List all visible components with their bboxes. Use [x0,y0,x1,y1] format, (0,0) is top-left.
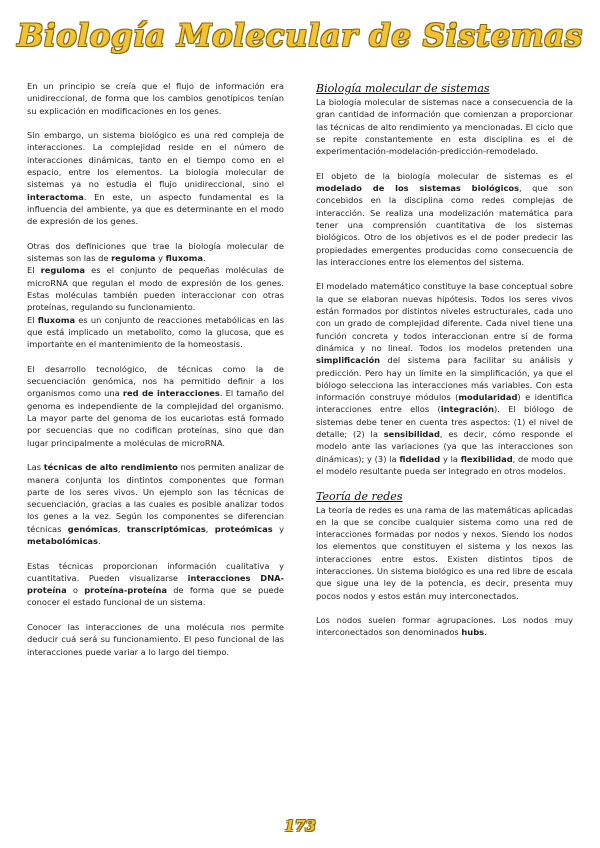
paragraph: Conocer las interacciones de una molécula nos permite deducir cuá será su funcionamiento. El peso funcional de las interacciones puede variar a lo largo del tiempo. [27,622,284,657]
page-title: Biología Molecular de Sistemas [17,18,583,54]
paragraph: La biología molecular de sistemas nace a consecuencia de la gran cantidad de información que comienzan a proporcionar las técnicas de alto rendimiento ya mencionadas. El ciclo que se repite constantemente en esta disciplina es el de experimentación-modelación-predicción-remodelado. [316,97,573,157]
paragraph: Otras dos definiciones que trae la biología molecular de sistemas son las de reguloma y fluxoma. [27,240,284,264]
paragraph: El desarrollo tecnológico, de técnicas como la de secuenciación genómica, nos ha permitido definir a los organismos como una red de interacciones. El tamaño del genoma es independiente de la complejidad del organismo. La mayor parte del genoma de los eucariotas está formado por secuencias que no codifican proteínas, sino que dan lugar principalmente a moléculas de microRNA. [27,363,284,448]
paragraph: Estas técnicas proporcionan información cualitativa y cuantitativa. Pueden visualizarse interacciones DNA-proteína o proteína-proteína de forma que se puede conocer el estado funcional de un sistema. [27,560,284,608]
paragraph: Los nodos suelen formar agrupaciones. Los nodos muy interconectados son denominados hubs. [316,615,573,638]
paragraph: Sin embargo, un sistema biológico es una red compleja de interacciones. La complejidad reside en el número de interacciones dinámicas, tanto en el tiempo como en el espacio, entre los elementos. La biología molecular de sistemas ya no estudia el flujo unidireccional, sino el interactoma. En este, un aspecto fundamental es la influencia del ambiente, ya que es determinante en el modo de expresión de los genes. [27,130,284,227]
paragraph: El reguloma es el conjunto de pequeñas moléculas de microRNA que regulan el modo de expresión de los genes. Estas moléculas también pueden interaccionar con otras proteínas, regulando su funcionamiento. [27,265,284,313]
paragraph: El objeto de la biología molecular de sistemas es el modelado de los sistemas biológicos, que son concebidos en la disciplina como redes complejas de interacción. Se realiza una modelización matemática para tener una comprensión cuantitativa de los sistemas biológicos. Otro de los objetivos es el de poder predecir las propiedades emergentes producidas como consecuencia de las interacciones entre los elementos del sistema. [316,170,573,267]
paragraph: El modelado matemático constituye la base conceptual sobre la que se elaboran nuevas hipótesis. Todos los seres vivos están formados por distintos niveles estructurales, cada uno con un grado de complejidad diferente. Cada nivel tiene una función concreta y todos interaccionan entre sí de forma dinámica y no lineal. Todos los modelos pretenden una simplificación del sistema para facilitar su análisis y predicción. Pero hay un límite en la simplificación, ya que el biólogo selecciona las interacciones más variables. Con esta información construye módulos (modularidad) e identifica interacciones entre ellos (integración). El biólogo de sistemas debe tener en cuenta tres aspectos: (1) el nivel de detalle; (2) la sensibilidad, es decir, cómo responde el modelo ante las variaciones (ya que las interacciones son dinámicas); y (3) la fidelidad y la flexibilidad, de modo que el modelo resultante pueda ser integrado en otros modelos. [316,281,574,476]
left-column [27,80,284,670]
paragraph: Las técnicas de alto rendimiento nos permiten analizar de manera conjunta los dintintos componentes que forman parte de los seres vivos. Un ejemplo son las técnicas de secuenciación, gracias a las cuales es posible analizar todos los genes a la vez. Según los componentes se diferencian técnicas genómicas, transcriptómicas, proteómicas y metabolómicas. [27,462,285,546]
section-heading: Biología molecular de sistemas [316,82,490,95]
paragraph: El fluxoma es un conjunto de reacciones metabólicas en las que está implicado un metabolito, como la glucosa, que es importante en el mantenimiento de la homeostasis. [27,314,285,350]
right-column [316,82,573,651]
paragraph: La teoría de redes es una rama de las matemáticas aplicadas en la que se concibe cualquier sistema como una red de interacciones formadas por nodos y nexos. Siendo los nodos los elementos que constituyen el sistema y los nexos las interacciones entre estos. Existen distintos tipos de interacciones. Un sistema biológico es una red libre de escala que sigue una ley de la potencia, es decir, presenta muy pocos nodos y estos están muy interconectados. [316,504,573,601]
section-heading: Teoría de redes [316,489,403,503]
paragraph: En un principio se creía que el flujo de información era unidireccional, de forma que los cambios genotípicos tenían su explicación en modificaciones en los genes. [27,81,284,116]
page-number: 173 [284,817,316,835]
